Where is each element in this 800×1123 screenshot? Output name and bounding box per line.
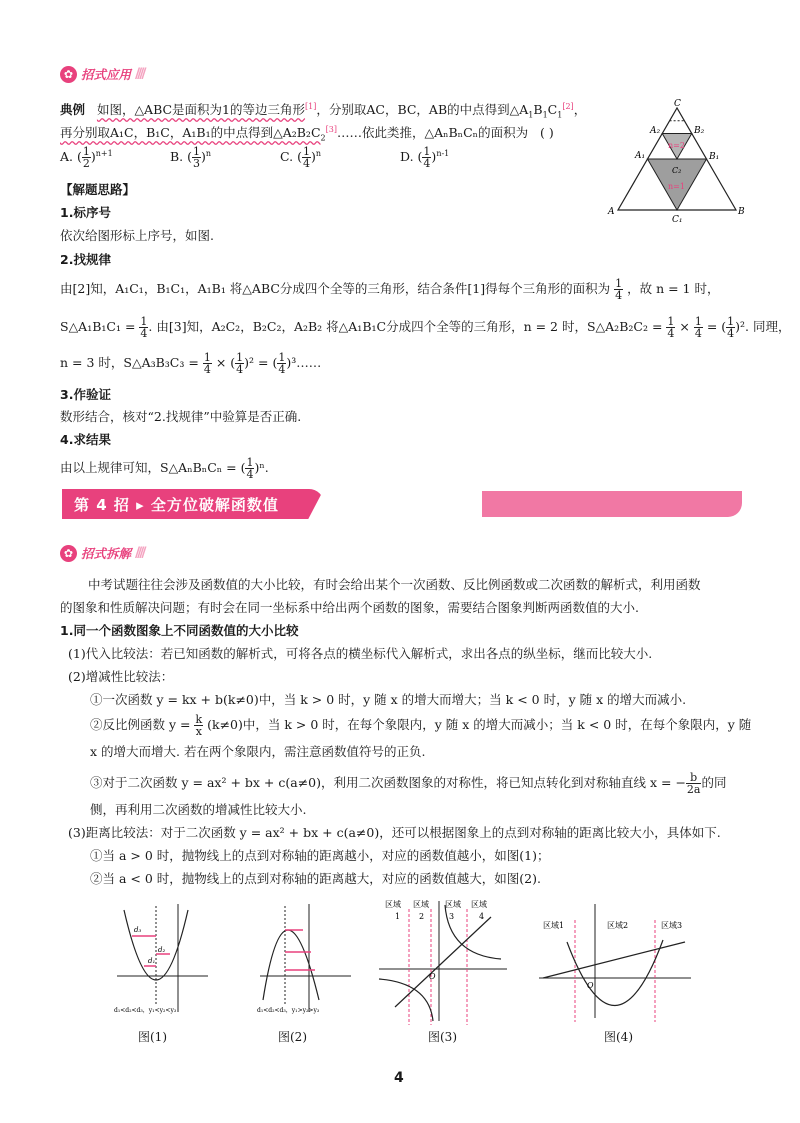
figure-3-hyperbola-line (375, 897, 510, 1025)
label-c1: C₁ (672, 215, 683, 225)
svg-text:2: 2 (419, 912, 425, 921)
paragraph-2: (2)增减性比较法： (68, 669, 174, 684)
straight-line (543, 942, 685, 978)
svg-text:O: O (429, 972, 436, 981)
step1-text: 依次给图形标上序号，如图. (60, 228, 214, 243)
banner-title: 第 4 招 ▸ 全方位破解函数值 (74, 496, 279, 514)
problem-line-2: 再分别取A₁C，B₁C，A₁B₁的中点得到$\triangle A_2B_2C_2[3]\dots\dots$依此类推，△AₙBₙCₙ的面积为 ( ) (60, 125, 554, 143)
page-number: 4 (394, 1070, 404, 1086)
chapter-banner (62, 489, 742, 519)
stripe-decoration: //// (135, 66, 144, 82)
label-b: B (738, 207, 745, 217)
step3-text: 数形结合，核对“2.找规律”中验算是否正确. (60, 409, 302, 424)
svg-text:d₂: d₂ (158, 946, 166, 954)
fig2-caption: 图(2) (278, 1030, 307, 1044)
svg-text:区域3: 区域3 (661, 921, 683, 930)
stripe-decoration: //// (135, 545, 144, 561)
svg-text:d₃: d₃ (134, 926, 142, 934)
step2-heading: 2.找规律 (60, 252, 111, 267)
label-a: A (608, 207, 615, 217)
fig3-caption: 图(3) (428, 1030, 457, 1044)
paragraph-2-3-cont: 侧，再利用二次函数的增减性比较大小. (90, 802, 307, 817)
fraction-quarter: $\frac{1}{4}$ (615, 277, 623, 302)
step4-text: 由以上规律可知，S△AₙBₙCₙ = ( $\frac{1}{4}$ )ⁿ. (60, 456, 269, 481)
label-c2: C₂ (672, 166, 682, 175)
paragraph-2-1: ①一次函数 y = kx + b(k≠0)中，当 k > 0 时，y 随 x 的增大而增大；当 k < 0 时，y 随 x 的增大而减小. (90, 692, 687, 707)
option-d: D. ( $\frac{1}{4}$ )$^{n-1}$ (400, 145, 450, 171)
figure-1-upward-parabola (112, 900, 212, 1020)
fig1-note: d₁<d₂<d₃，y₁<y₂<y₃ (114, 1007, 177, 1014)
options-row (60, 146, 600, 172)
svg-text:区域1: 区域1 (543, 921, 565, 930)
intro-line-2: 的图象和性质解决问题；有时会在同一坐标系中给出两个函数的图象，需要结合图象判断两函数值的大小. (60, 600, 639, 615)
step1-heading: 1.标序号 (60, 205, 111, 220)
figure-4-parabola-line (535, 900, 695, 1022)
svg-text:O: O (587, 981, 594, 990)
hyperbola-branch-2 (379, 979, 433, 1021)
step2-line1: 由[2]知，A₁C₁，B₁C₁，A₁B₁ 将△ABC分成四个全等的三角形，结合条件[1]得每个三角形的面积为 $\frac{1}{4}$ ，故 n = 1 时， (60, 277, 720, 302)
paragraph-1: (1)代入比较法：若已知函数的解析式，可将各点的横坐标代入解析式，求出各点的纵坐标，继而比较大小. (68, 646, 653, 661)
paragraph-2-2: ②反比例函数 y = $\frac{k}{x}$ (k≠0)中，当 k > 0 时，在每个象限内，y 随 x 的增大而减小；当 k < 0 时，在每个象限内，y 随 (90, 713, 752, 738)
section-badge-breakdown: ✿ 招式拆解 //// (60, 543, 143, 563)
label-b2: B₂ (694, 126, 705, 136)
step2-line2: S△A₁B₁C₁ = $\frac{1}{4}$ . 由[3]知，A₂C₂，B₂C₂，A₂B₂ 将△A₁B₁C分成四个全等的三角形，n = 2 时，S△A₂B₂C₂ = $\frac{1}{4}$ × $\frac{1}{4}$ = ( $\frac{1}{4}$ )². 同理， (60, 315, 791, 340)
figure-2-downward-parabola (255, 900, 355, 1020)
svg-text:4: 4 (479, 912, 485, 921)
svg-text:区域: 区域 (445, 900, 461, 909)
svg-text:区域: 区域 (471, 900, 487, 909)
fig1-caption: 图(1) (138, 1030, 167, 1044)
svg-text:3: 3 (449, 912, 455, 921)
paragraph-3-1: ①当 a > 0 时，抛物线上的点到对称轴的距离越小，对应的函数值越小，如图(1)； (90, 848, 550, 863)
option-a: A. ( $\frac{1}{2}$ )$^{n+1}$ (60, 145, 113, 171)
triangle-figure (606, 98, 746, 228)
paragraph-3-2: ②当 a < 0 时，抛物线上的点到对称轴的距离越大，对应的函数值越大，如图(2). (90, 871, 541, 886)
label-c: C (674, 99, 681, 109)
step2-line3: n = 3 时，S△A₃B₃C₃ = $\frac{1}{4}$ × ( $\frac{1}{4}$ )² = ( $\frac{1}{4}$ )³…… (60, 351, 322, 376)
star-icon: ✿ (60, 66, 77, 83)
step4-heading: 4.求结果 (60, 432, 111, 447)
label-n2: n=2 (668, 141, 685, 150)
label-n1: n=1 (668, 182, 685, 191)
intro-line-1: 中考试题往往会涉及函数值的大小比较，有时会给出某个一次函数、反比例函数或二次函数的解析式，利用函数 (88, 577, 701, 592)
parabola-curve (567, 940, 663, 1006)
svg-text:区域: 区域 (385, 900, 401, 909)
paragraph-2-3: ③对于二次函数 y = ax² + bx + c(a≠0)，利用二次函数图象的对称性，将已知点转化到对称轴直线 x = − $\frac{b}{2a}$ 的同 (90, 771, 727, 796)
fig4-caption: 图(4) (604, 1030, 633, 1044)
svg-text:区域2: 区域2 (607, 921, 629, 930)
label-b1: B₁ (709, 152, 720, 162)
banner-right (482, 491, 742, 517)
subheading-1: 1.同一个函数图象上不同函数值的大小比较 (60, 623, 299, 638)
label-a2: A₂ (650, 126, 661, 136)
svg-text:1: 1 (395, 912, 401, 921)
fig2-note: d₁<d₂<d₃，y₁>y₂>y₃ (257, 1007, 320, 1014)
step3-heading: 3.作验证 (60, 387, 111, 402)
label-a1: A₁ (635, 151, 646, 161)
svg-text:d₁: d₁ (148, 957, 156, 965)
section-badge-apply: ✿ 招式应用 //// (60, 64, 143, 84)
paragraph-2-2-cont: x 的增大而增大. 若在两个象限内，需注意函数值符号的正负. (90, 744, 426, 759)
approach-heading: 【解题思路】 (60, 182, 136, 197)
option-c: C. ( $\frac{1}{4}$ )$^n$ (280, 145, 321, 171)
star-icon: ✿ (60, 545, 77, 562)
option-b: B. ( $\frac{1}{3}$ )$^n$ (170, 145, 212, 171)
paragraph-3: (3)距离比较法：对于二次函数 y = ax² + bx + c(a≠0)，还可以根据图象上的点到对称轴的距离比较大小，具体如下. (68, 825, 721, 840)
problem-line-1: 典例 如图，△ABC是面积为1的等边三角形[1]，分别取AC，BC，AB的中点得到$\triangle A_1B_1C_1[2]$， (60, 102, 587, 120)
parabola-curve (263, 930, 319, 1000)
svg-text:区域: 区域 (413, 900, 429, 909)
